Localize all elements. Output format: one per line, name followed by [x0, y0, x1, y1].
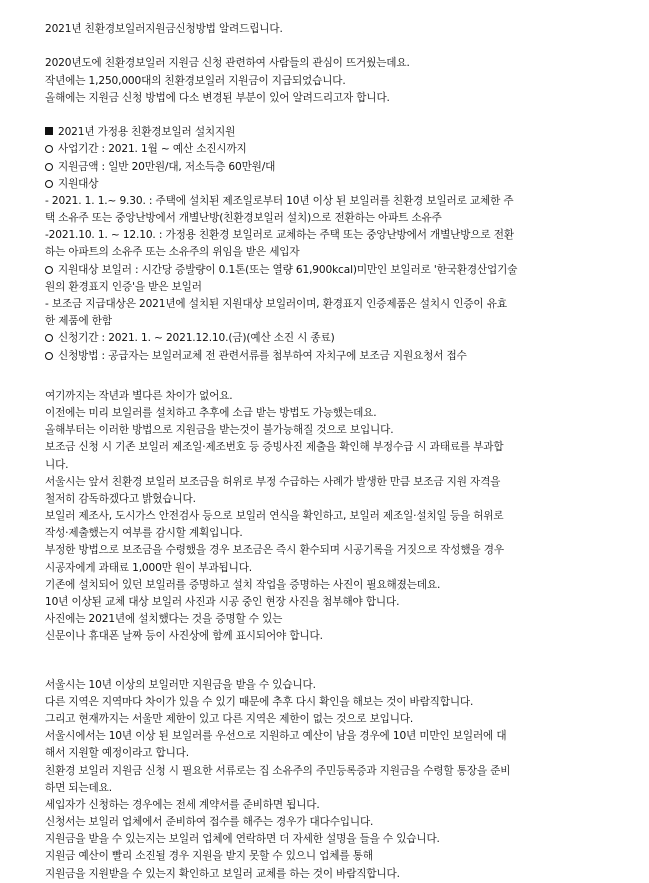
body-line: 서울시는 10년 이상의 보일러만 지원금을 받을 수 있습니다. — [45, 678, 316, 691]
spacer — [45, 365, 635, 388]
body-line: 신청서는 보일러 업체에서 준비하여 접수를 해주는 경우가 대다수입니다. — [45, 816, 374, 829]
apply-method-text: 신청방법 : 공급자는 보일러교체 전 관련서류를 첨부하여 자치구에 보조금 지원요청서 접수 — [58, 349, 467, 362]
spacer — [45, 646, 635, 669]
section-item-target — [45, 176, 635, 193]
body-line: 보일러 제조사, 도시가스 안전검사 등으로 보일러 연식을 확인하고, 보일러 제조일·설치일 등을 허위로 — [45, 510, 504, 523]
body-line: 부정한 방법으로 보조금을 수령했을 경우 보조금은 즉시 환수되며 시공기록을 거짓으로 작성했을 경우 — [45, 544, 504, 557]
body-line: 지원금 예산이 빨리 소진될 경우 지원을 받지 못할 수 있으니 업체를 통해 — [45, 850, 373, 863]
boiler-text: 지원대상 보일러 : 시간당 증발량이 0.1톤(또는 열량 61,900kcal)미만인 보일러로 '한국환경산업기술 — [58, 263, 518, 276]
black-square-icon — [45, 127, 53, 135]
intro-line: 작년에는 1,250,000대의 친환경보일러 지원금이 지급되었습니다. — [45, 74, 346, 87]
circle-bullet-icon — [45, 266, 53, 274]
body-line: 보조금 신청 시 기존 보일러 제조일·제조번호 등 증빙사진 제출을 확인해 부정수급 시 과태료를 부과합 — [45, 441, 504, 454]
apply-period-text: 신청기간 : 2021. 1. ~ 2021.12.10.(금)(예산 소진 시 종료) — [58, 332, 335, 345]
circle-bullet-icon — [45, 145, 53, 153]
body-line: 이전에는 미리 보일러를 설치하고 추후에 소급 받는 방법도 가능했는데요. — [45, 406, 377, 419]
boiler-line: 원의 환경표지 인증'을 받은 보일러 — [45, 280, 202, 293]
section-item-boiler — [45, 262, 635, 279]
boiler-line: 한 제품에 한함 — [45, 315, 112, 328]
body-line: 서울시는 앞서 친환경 보일러 보조금을 허위로 부정 수급하는 사례가 발생한 만큼 보조금 지원 자격을 — [45, 475, 501, 488]
body-line: 지원금을 지원받을 수 있는지 확인하고 보일러 교체를 하는 것이 바람직합니다. — [45, 867, 400, 880]
amount-text: 지원금액 : 일반 20만원/대, 저소득층 60만원/대 — [58, 160, 276, 173]
section-heading — [45, 124, 635, 141]
section-item-amount — [45, 159, 635, 176]
body-line: 10년 이상된 교체 대상 보일러 사진과 시공 중인 현장 사진을 첨부해야 합니다. — [45, 596, 400, 608]
body-line: 사진에는 2021년에 설치했다는 것을 증명할 수 있는 — [45, 613, 283, 626]
spacer — [45, 38, 635, 55]
body-line: 기존에 설치되어 있던 보일러를 증명하고 설치 작업을 증명하는 사진이 필요해졌는데요. — [45, 578, 441, 591]
body-line: 철저히 감독하겠다고 밝혔습니다. — [45, 492, 196, 505]
section-heading-text: 2021년 가정용 친환경보일러 설치지원 — [58, 126, 236, 139]
spacer — [45, 107, 635, 124]
body-line: 니다. — [45, 458, 69, 471]
body-line: 친환경 보일러 지원금 신청 시 필요한 서류로는 집 소유주의 주민등록증과 지원금을 수령할 통장을 준비 — [45, 764, 511, 777]
body-line: 세입자가 신청하는 경우에는 전세 계약서를 준비하면 됩니다. — [45, 798, 320, 811]
body-line: 시공자에게 과태료 1,000만 원이 부과됩니다. — [45, 561, 253, 574]
circle-bullet-icon — [45, 163, 53, 171]
body-line: 다른 지역은 지역마다 차이가 있을 수 있기 때문에 추후 다시 확인을 해보는 것이 바람직합니다. — [45, 695, 474, 708]
target-label: 지원대상 — [58, 177, 99, 190]
body-line: 서울시에서는 10년 이상 된 보일러를 우선으로 지원하고 예산이 남을 경우에 10년 미만인 보일러에 대 — [45, 730, 507, 743]
section-item-apply-method — [45, 348, 635, 365]
circle-bullet-icon — [45, 352, 53, 360]
body-line: 지원금을 받을 수 있는지는 보일러 업체에 연락하면 더 자세한 설명을 들을 수 있습니다. — [45, 833, 440, 846]
target-line: 택 소유주 또는 중앙난방에서 개별난방(친환경보일러 설치)으로 전환하는 아파트 소유주 — [45, 212, 442, 225]
body-line: 하면 되는데요. — [45, 781, 112, 794]
document-page — [45, 21, 635, 883]
intro-line: 2020년도에 친환경보일러 지원금 신청 관련하여 사람들의 관심이 뜨거웠는데요. — [45, 57, 410, 70]
circle-bullet-icon — [45, 334, 53, 342]
section-item-apply-period — [45, 330, 635, 347]
target-line: 하는 아파트의 소유주 또는 소유주의 위임을 받은 세입자 — [45, 246, 300, 259]
target-line: -2021.10. 1. ~ 12.10. : 가정용 친환경 보일러로 교체하는 주택 또는 중앙난방에서 개별난방으로 전환 — [45, 229, 514, 242]
section-item-period — [45, 141, 635, 158]
document-title: 2021년 친환경보일러지원금신청방법 알려드립니다. — [45, 23, 283, 35]
period-text: 사업기간 : 2021. 1월 ~ 예산 소진시까지 — [58, 143, 247, 156]
spacer — [45, 669, 635, 677]
body-line: 여기까지는 작년과 별다른 차이가 없어요. — [45, 389, 233, 402]
body-line: 올해부터는 이러한 방법으로 지원금을 받는것이 불가능해질 것으로 보입니다. — [45, 424, 394, 437]
body-line: 작성·제출했는지 여부를 감시할 계획입니다. — [45, 527, 243, 540]
body-line: 해서 지원할 예정이라고 합니다. — [45, 747, 189, 760]
circle-bullet-icon — [45, 180, 53, 188]
body-line: 그리고 현재까지는 서울만 제한이 있고 다른 지역은 제한이 없는 것으로 보입니다. — [45, 712, 414, 725]
boiler-line: - 보조금 지급대상은 2021년에 설치된 지원대상 보일러이며, 환경표지 인증제품은 설치시 인증이 유효 — [45, 298, 507, 310]
intro-line: 올해에는 지원금 신청 방법에 다소 변경된 부분이 있어 알려드리고자 합니다. — [45, 91, 390, 104]
target-line: - 2021. 1. 1.~ 9.30. : 주택에 설치된 제조일로부터 10년 이상 된 보일러를 친환경 보일러로 교체한 주 — [45, 194, 514, 207]
body-line: 신문이나 휴대폰 날짜 등이 사진상에 함께 표시되어야 합니다. — [45, 630, 323, 643]
